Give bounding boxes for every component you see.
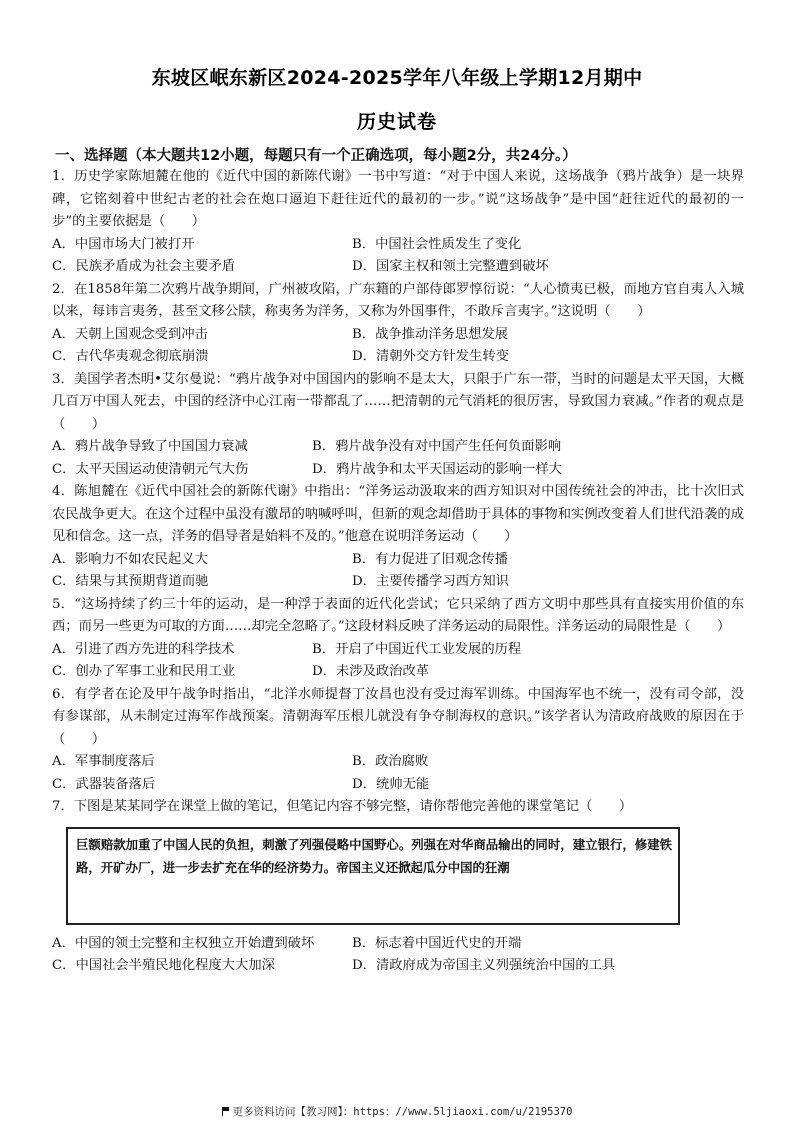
exam-title: 东坡区岷东新区2024-2025学年八年级上学期12月期中: [151, 67, 643, 89]
option-c[interactable]: C．民族矛盾成为社会主要矛盾: [52, 259, 236, 274]
option-group: [52, 751, 744, 796]
footer: [0, 1104, 794, 1119]
option-b[interactable]: B．标志着中国近代史的开端: [352, 935, 522, 951]
option-b[interactable]: B．开启了中国近代工业发展的历程: [312, 641, 522, 657]
option-d[interactable]: D．未涉及政治改革: [312, 664, 430, 679]
question-list: [52, 166, 744, 978]
question-5: [52, 594, 744, 684]
question-1: [52, 166, 744, 279]
option-a[interactable]: A．中国市场大门被打开: [52, 236, 195, 252]
option-a[interactable]: A．天朝上国观念受到冲击: [52, 326, 208, 342]
option-c[interactable]: C．结果与其预期背道而驰: [52, 574, 209, 589]
option-c[interactable]: C．古代华夷观念彻底崩溃: [52, 349, 209, 364]
question-stem: 6．有学者在论及甲午战争时指出，“北洋水师提督丁汝昌也没有受过海军训练。中国海军也不统一，没有司令部，没有参谋部，从未制定过海军作战预案。清朝海军压根儿就没有争夺制海权的意识。”该学者认为清政府战败的原因在于（ ）: [52, 686, 744, 747]
option-d[interactable]: D．统帅无能: [352, 776, 430, 792]
option-b[interactable]: B．战争推动洋务思想发展: [352, 326, 509, 342]
question-6: [52, 684, 744, 797]
option-c[interactable]: C．中国社会半殖民地化程度大大加深: [52, 958, 275, 973]
question-stem: 7．下图是某某同学在课堂上做的笔记，但笔记内容不够完整，请你帮他完善他的课堂笔记（ ）: [52, 799, 633, 814]
flag-icon: [222, 1107, 229, 1116]
option-a[interactable]: A．军事制度落后: [52, 754, 155, 769]
question-stem: 1．历史学家陈旭麓在他的《近代中国的新陈代谢》一书中写道：“对于中国人来说，这场战争（鸦片战争）是一块界碑，它铭刻着中世纪古老的社会在炮口逼迫下赶往近代的最初的一步。”说“这场战争”是中国“赶往近代的最初的一步”的主要依据是（ ）: [52, 169, 744, 229]
option-a[interactable]: A．影响力不如农民起义大: [52, 551, 208, 567]
section-heading: 一、选择题（本大题共12小题，每题只有一个正确选项，每小题2分，共24分。）: [55, 148, 577, 164]
option-d[interactable]: D．清朝外交方针发生转变: [352, 349, 509, 364]
class-note-box: 巨额赔款加重了中国人民的负担，刺激了列强侵略中国野心。列强在对华商品输出的同时，建立银行，修建铁路，开矿办厂，进一步去扩充在华的经济势力。帝国主义还掀起瓜分中国的狂潮: [66, 827, 680, 925]
option-b[interactable]: B．政治腐败: [352, 754, 429, 769]
option-d[interactable]: D．鸦片战争和太平天国运动的影响一样大: [312, 461, 563, 477]
footer-link[interactable]: 更多资料访问【教习网】：https：//www.5ljiaoxi.com/u/2195370: [232, 1106, 573, 1118]
option-d[interactable]: D．清政府成为帝国主义列强统治中国的工具: [352, 958, 616, 973]
option-b[interactable]: B．鸦片战争没有对中国产生任何负面影响: [312, 439, 562, 454]
option-group: [52, 234, 744, 279]
option-d[interactable]: D．国家主权和领土完整遭到破坏: [352, 259, 549, 274]
question-stem: 3．美国学者杰明•艾尔曼说：“鸦片战争对中国国内的影响不是太大，只限于广东一带，当时的问题是太平天国，大概几百万中国人死去，中国的经济中心江南一带都乱了……把清朝的元气消耗的很厉害，导致国力衰减。”作者的观点是（ ）: [52, 371, 744, 432]
question-stem: 5．“这场持续了约三十年的运动，是一种浮于表面的近代化尝试；它只采纳了西方文明中那些具有直接实用价值的东西；而另一些更为可取的方面……却完全忽略了。”这段材料反映了洋务运动的局限性。洋务运动的局限性是（ ）: [52, 596, 744, 634]
option-d[interactable]: D．主要传播学习西方知识: [352, 574, 509, 589]
option-a[interactable]: A．中国的领土完整和主权独立开始遭到破坏: [52, 935, 315, 951]
option-c[interactable]: C．太平天国运动使清朝元气大伤: [52, 461, 249, 477]
question-stem: 4．陈旭麓在《近代中国社会的新陈代谢》中指出：“洋务运动汲取来的西方知识对中国传统社会的冲击，比十次旧式农民战争更大。在这个过程中虽没有激昂的呐喊呼叫，但新的观念却借助于具体的事物和实例改变着人们世代沿袭的成见和信念。这一点，洋务的倡导者是始料不及的。”他意在说明洋务运动（ ）: [52, 484, 744, 544]
option-group: [52, 324, 744, 369]
question-7: [52, 796, 744, 978]
option-c[interactable]: C．武器装备落后: [52, 776, 156, 792]
question-stem: 2．在1858年第二次鸦片战争期间，广州被攻陷，广东籍的户部侍郎罗惇衍说：“人心愤夷已极，而地方官自夷人入城以来，每讳言夷务，甚至文移公牍，称夷务为洋务，又称为外国事件，不敢斥言夷字。”这说明（ ）: [52, 281, 744, 319]
question-4: [52, 481, 744, 594]
option-group: [52, 639, 744, 684]
option-b[interactable]: B．中国社会性质发生了变化: [352, 236, 522, 252]
option-group: [52, 933, 744, 978]
option-group: [52, 436, 744, 481]
option-group: [52, 549, 744, 594]
option-b[interactable]: B．有力促进了旧观念传播: [352, 551, 509, 567]
option-a[interactable]: A．鸦片战争导致了中国国力衰减: [52, 439, 248, 454]
option-c[interactable]: C．创办了军事工业和民用工业: [52, 664, 236, 679]
exam-subject: 历史试卷: [356, 111, 437, 133]
option-a[interactable]: A．引进了西方先进的科学技术: [52, 641, 235, 657]
question-2: [52, 279, 744, 369]
question-3: [52, 369, 744, 482]
